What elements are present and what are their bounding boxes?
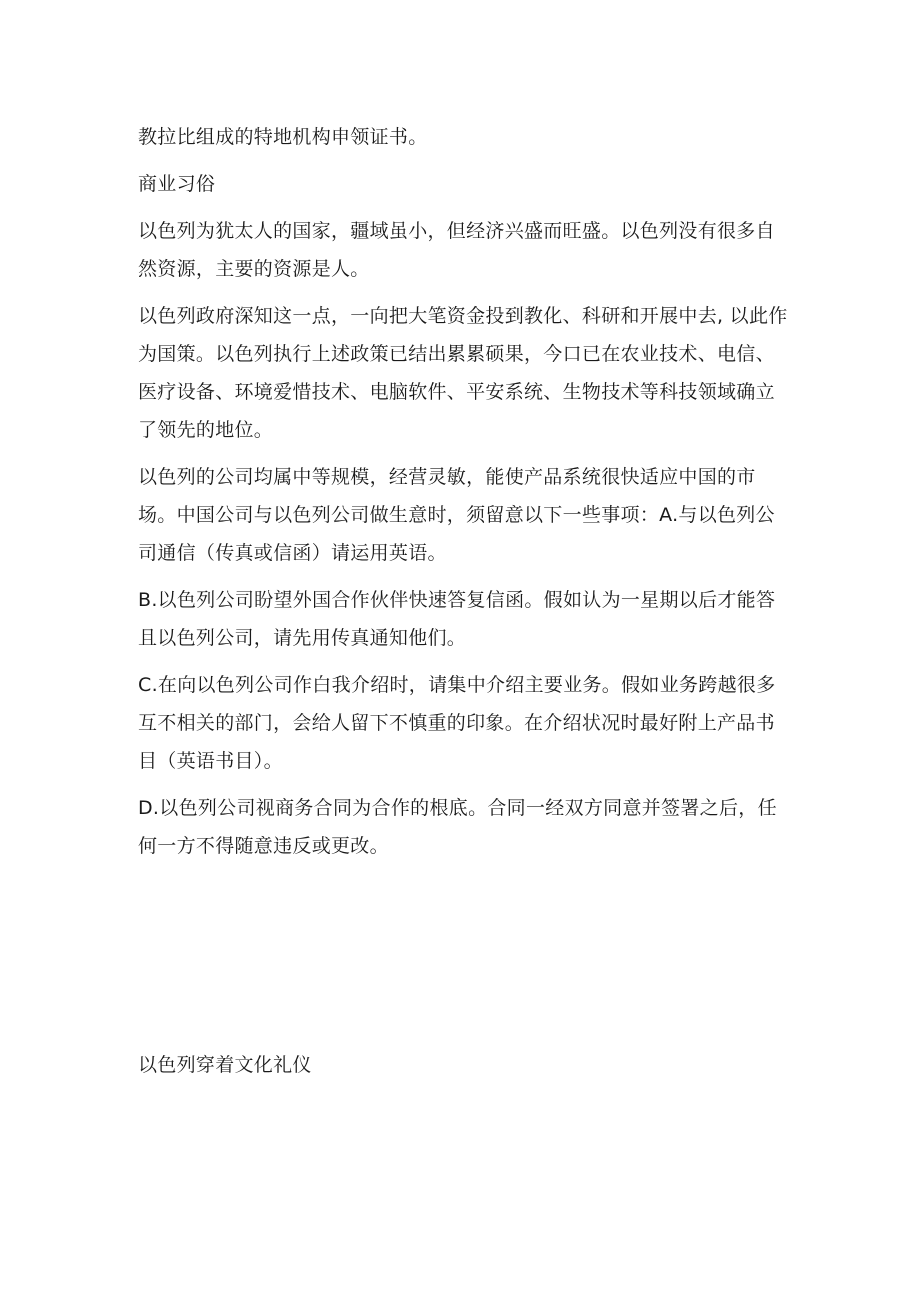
- paragraph-israel-overview: 以色列为犹太人的国家，疆域虽小，但经济兴盛而旺盛。以色列没有很多自然资源，主要的资源是人。: [138, 220, 775, 280]
- paragraph-certificate: 教拉比组成的特地机构申领证书。: [138, 126, 428, 148]
- section-title-dress-etiquette: 以色列穿着文化礼仪: [138, 1054, 312, 1076]
- paragraph-government-policy: 以色列政府深知这一点，一向把大笔资金投到教化、科研和开展中去, 以此作为国策。以色列执行上述政策已结出累累硕果，今口已在农业技术、电信、医疗设备、环境爱惜技术、电脑软件、平安系统、生物技术等科技领域确立了领先的地位。: [138, 305, 788, 441]
- document-body: [138, 118, 788, 874]
- paragraph-item-c: C.在向以色列公司作白我介绍时，请集中介绍主要业务。假如业务跨越很多互不相关的部门，会给人留下不慎重的印象。在介绍状况时最好附上产品书目（英语书目）。: [138, 674, 776, 772]
- heading-business-customs: 商业习俗: [138, 173, 216, 195]
- paragraph-company-scale: 以色列的公司均属中等规模，经营灵敏，能使产品系统很快适应中国的市场。中国公司与以色列公司做生意时，须留意以下一些事项：A.与以色列公司通信（传真或信函）请运用英语。: [138, 466, 775, 564]
- paragraph-item-d: D.以色列公司视商务合同为合作的根底。合同一经双方同意并签署之后，任何一方不得随意违反或更改。: [138, 797, 777, 857]
- paragraph-item-b: B.以色列公司盼望外国合作伙伴快速答复信函。假如认为一星期以后才能答且以色列公司，请先用传真通知他们。: [138, 589, 776, 649]
